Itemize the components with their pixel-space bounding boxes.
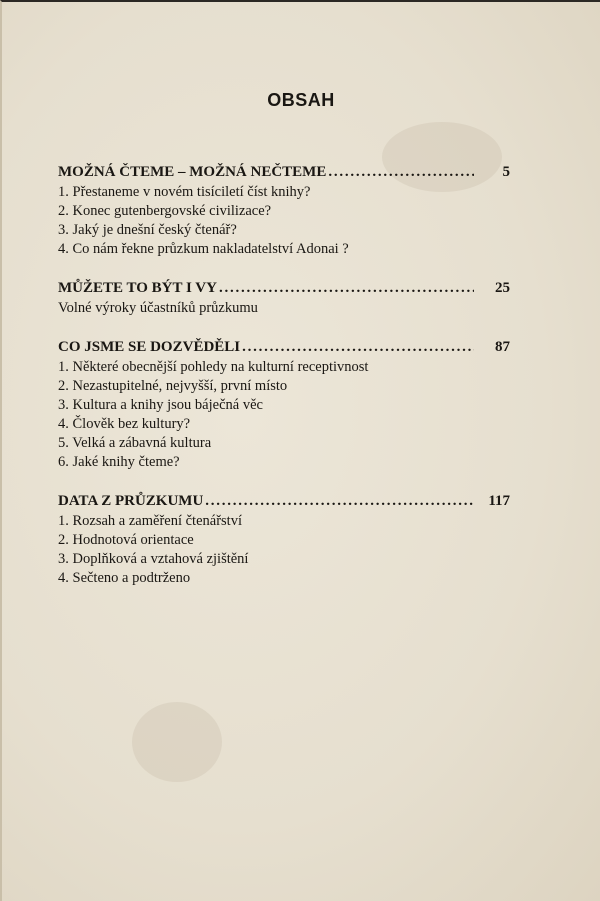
toc-section: [58, 337, 510, 472]
toc-page-number: 87: [495, 339, 510, 355]
page-title: OBSAH: [267, 90, 335, 110]
toc-item[interactable]: 1. Přestaneme v novém tisíciletí číst knihy?: [58, 184, 311, 200]
dot-leader: [242, 337, 474, 358]
dot-leader: [328, 162, 474, 183]
toc-item[interactable]: 4. Co nám řekne průzkum nakladatelství Adonai ?: [58, 241, 349, 257]
toc-section: [58, 491, 510, 588]
toc-section: [58, 162, 510, 259]
toc-item[interactable]: 2. Konec gutenbergovské civilizace?: [58, 203, 272, 219]
toc-item[interactable]: 2. Nezastupitelné, nejvyšší, první místo: [58, 378, 288, 394]
toc-heading[interactable]: [58, 278, 510, 299]
toc-heading-label: DATA Z PRŮZKUMU: [58, 493, 204, 509]
toc-page-number: 5: [502, 164, 510, 180]
toc-page-number: 25: [495, 280, 510, 296]
toc-heading-label: MOŽNÁ ČTEME – MOŽNÁ NEČTEME: [58, 164, 327, 180]
toc-item[interactable]: 5. Velká a zábavná kultura: [58, 435, 212, 451]
toc-item[interactable]: 6. Jaké knihy čteme?: [58, 454, 180, 470]
toc-heading[interactable]: [58, 491, 510, 512]
paper-stain: [132, 702, 222, 782]
toc-item[interactable]: 3. Jaký je dnešní český čtenář?: [58, 222, 237, 238]
toc-heading[interactable]: [58, 162, 510, 183]
toc-page-number: 117: [488, 493, 510, 509]
toc-item[interactable]: 3. Doplňková a vztahová zjištění: [58, 551, 249, 567]
toc-heading-label: MŮŽETE TO BÝT I VY: [58, 280, 217, 296]
toc-item[interactable]: 2. Hodnotová orientace: [58, 532, 194, 548]
toc-heading[interactable]: [58, 337, 510, 358]
dot-leader: [205, 491, 474, 512]
toc-section: [58, 278, 510, 318]
toc-heading-label: CO JSME SE DOZVĚDĚLI: [58, 339, 241, 355]
toc-item[interactable]: 1. Některé obecnější pohledy na kulturní receptivnost: [58, 359, 369, 375]
toc-item[interactable]: 1. Rozsah a zaměření čtenářství: [58, 513, 242, 529]
table-of-contents: [58, 162, 510, 607]
toc-item[interactable]: Volné výroky účastníků průzkumu: [58, 300, 258, 316]
toc-item[interactable]: 4. Sečteno a podtrženo: [58, 570, 191, 586]
toc-item[interactable]: 4. Člověk bez kultury?: [58, 416, 191, 432]
dot-leader: [219, 278, 474, 299]
toc-item[interactable]: 3. Kultura a knihy jsou báječná věc: [58, 397, 263, 413]
